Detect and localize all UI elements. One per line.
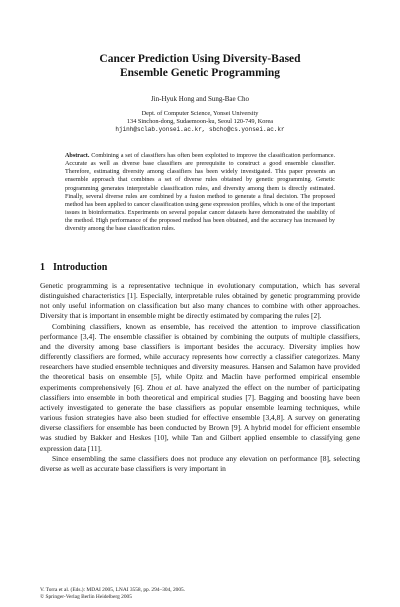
paragraph-2-part-a: Combining classifiers, known as ensemble, has received the attention to improve classification performance [3,4]. The ensemble classifier is obtained by combining the outputs of multiple classifiers, and the diversity among base classifiers is important besides the accuracy. Diversity implies how differently classifiers are formed, while accuracy represents how correctly a classifier categorizes. Many researchers have studied ensemble techniques and diversity measures. Hansen and Salamon have provided the theoretical basis on ensemble [5], while Opitz and Maclin have performed empirical ensemble experiments comprehensively [6]. Zhou: [40, 321, 360, 392]
abstract-label: Abstract.: [65, 153, 90, 159]
title-line-2: Ensemble Genetic Programming: [119, 67, 281, 79]
paragraph-2: [40, 322, 360, 454]
footer-copyright: © Springer-Verlag Berlin Heidelberg 2005: [40, 593, 132, 600]
page-footer: [40, 587, 185, 601]
paragraph-2-et-al: et al.: [166, 382, 183, 392]
affiliation: [40, 110, 360, 135]
footer-citation: V. Torra et al. (Eds.): MDAI 2005, LNAI 3558, pp. 294–304, 2005.: [40, 587, 186, 593]
authors: Jin-Hyuk Hong and Sung-Bae Cho: [151, 95, 249, 103]
section-heading: [40, 262, 107, 274]
affiliation-emails: hjinh@sclab.yonsei.ac.kr, sbcho@cs.yonsei.ac.kr: [115, 126, 285, 134]
title-line-1: Cancer Prediction Using Diversity-Based: [99, 53, 301, 65]
affiliation-address: 134 Sinchon-dong, Sudaemoon-ku, Seoul 120-749, Korea: [126, 118, 274, 126]
abstract-text: Combining a set of classifiers has often been exploited to improve the classification performance. Accurate as well as diverse base classifiers are prerequisite to construct a good ensemble classifier. Therefore, estimating diversity among classifiers has been widely investigated. This paper presents an ensemble approach that combines a set of diverse rules obtained by genetic programming. Genetic programming generates interpretable classification rules, and diversity among them is directly estimated. Finally, several diverse rules are combined by a fusion method to generate a final decision. The proposed method has been applied to cancer classification using gene expression profiles, which is one of the important issues in bioinformatics. Experiments on several popular cancer datasets have demonstrated the usability of the method. High performance of the proposed method has been obtained, and the accuracy has increased by diversity among the base classification rules.: [65, 153, 335, 233]
paper-title: [40, 52, 360, 80]
section-number: 1: [40, 262, 45, 273]
affiliation-dept: Dept. of Computer Science, Yonsei University: [141, 110, 259, 117]
paragraph-3: Since ensembling the same classifiers does not produce any elevation on performance [8], selecting diverse as well as accurate base classifiers is very important in: [40, 453, 360, 473]
paragraph-1: Genetic programming is a representative technique in evolutionary computation, which has several distinguished characteristics [1]. Especially, interpretable rules obtained by genetic programming provide not only useful information on classification but also many chances to combine with other approaches. Diversity that is important in ensemble might be directly estimated by comparing the rules [2].: [40, 281, 360, 321]
section-title: Introduction: [53, 262, 108, 273]
abstract: [65, 152, 335, 234]
paragraph-2-part-b: have analyzed the effect on the number of participating classifiers into ensemble in both theoretical and empirical studies [7]. Bagging and boosting have been actively investigated to generate the base classifiers as popular ensemble learning techniques, while various fusion strategies have also been studied for effective ensemble [3,4,8]. A survey on generating diverse classifiers for ensemble has been conducted by Brown [9]. A hybrid model for efficient ensemble was studied by Bakker and Heskes [10], while Tan and Gilbert applied ensemble to classifying gene expression data [11].: [40, 382, 360, 453]
body-text: [40, 281, 360, 474]
